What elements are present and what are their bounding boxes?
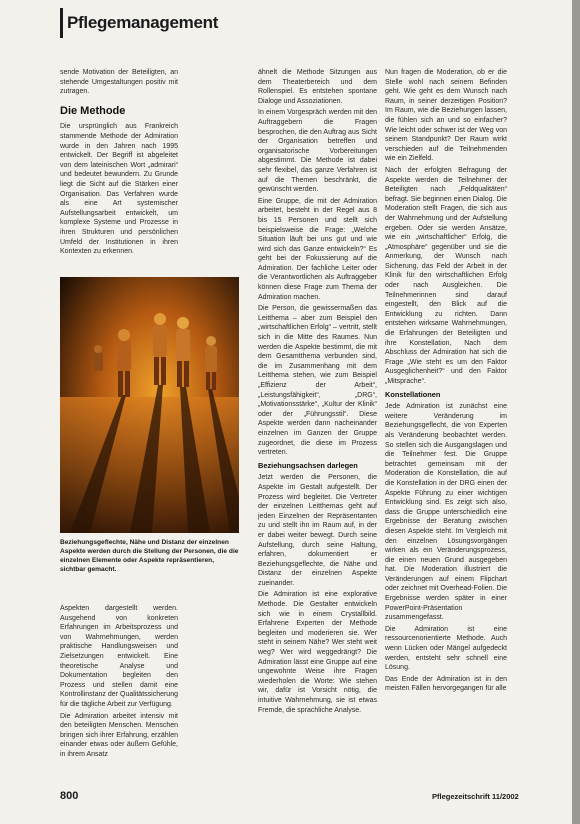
figure-small	[94, 345, 103, 371]
column-3-paragraph-2: Nach der erfolgten Befragung der Aspekte werden die Teilnehmer der Beteiligten nach „Feldqualitäten“ befragt. Sie beginnen einen Dialog. Die Moderation stellt Fragen, die sich aus der Wahrnehmung und der Aufstellung ergeben. Oder sie werden Ansätze, wie ein „wirtschaftlicher“ Erfolg, die „Atmosphäre“ gegenüber und sie die Anmerkung, der Wunsch nach Sicherung, das Feld der Arbeit in der Klinik für den wirtschaftlichen Erfolg oder nach Ausgleichen. Die Teilnehmerinnen sind darauf eingestellt, den Blick auf die Entwicklung zu richten. Dann entstehen wirksame Wahrnehmungen, die Erfahrungen der Beteiligten und ihre Konstellation, Nach dem Abschluss der Admiration hat sich die Frage „Wie steht es um den Faktor Ausgeglichenheit?“ und den Faktor „Mitsprache“.	[385, 166, 507, 385]
heading-beziehungsachsen: Beziehungsachsen darlegen	[258, 460, 358, 470]
column-2-paragraph-4: Die Person, die gewissermaßen das Leitthema – aber zum Beispiel den „wirtschaftlichen Erfolg“ – vertritt, stellt sich in die Mitte des Raumes. Nun werden die Aspekte bestimmt, die mit dem Gesamtthema verbunden sind, die im Zusammenhang mit dem Leitthema stehen, wie zum Beispiel „Effizienz der Arbeit“, „Leistungsfähigkeit“, „DRG“, „Motivationsstärke“, „Kultur der Klinik“ oder der „Führungsstil“. Diese Aspekte werden dann nacheinander einzelnen im Ganzen der Gruppe zugeordnet, die diese im Prozess vertreten.	[258, 305, 377, 457]
column-2-paragraph-1: ähnelt die Methode Sitzungen aus dem Theaterbereich und dem Rollenspiel. Es entstehen spontane Dialoge und Assoziationen.	[258, 69, 377, 105]
section-title: Pflegemanagement	[67, 13, 219, 32]
column-1-paragraph-1: Aspekten dargestellt werden. Ausgehend von konkreten Erfahrungen im Arbeitsprozess und von Wahrnehmungen, werden praktische Handlungsweisen und Zielsetzungen entwickelt. Eine theoretische Analyse und Dokumentation begleiten den Prozess und stellen damit eine Kontrollinstanz der Qualitätssicherung für die tägliche Arbeit zur Verfügung.	[60, 605, 178, 708]
journal-issue: Pflegezeitschrift 11/2002	[432, 792, 519, 801]
column-2-paragraph-2: In einem Vorgespräch werden mit den Auftraggebern die Fragen besprochen, die den Auftrag aus Sicht der Organisation betreffen und organisatorische Vorbereitungen abgestimmt. Die Methode ist dabei sehr flexibel, das ganze Verfahren ist auf die Themen beschränkt, die gewünscht werden.	[258, 109, 377, 194]
heading-konstellationen: Konstellationen	[385, 389, 441, 399]
column-3-paragraph-3: Jede Admiration ist zunächst eine weitere Veränderung im Beziehungsgeflecht, die von Experten als Veränderung beobachtet werden. So stellen sich die Ausgangslagen und die Teilnehmer fest. Die Gruppe betrachtet gemeinsam mit der Moderation die Konstellation, die auf die Konstellation in der DRG einen der Aspekte Führung zu einer wichtigen Entwicklung sind. Es zeigt sich also, dass die Gruppe unterschiedlich eine Ergebnisse der Beratung zwischen diesen Aspekte steht. Im Vergleich mit den einzelnen Lösungsvorgängen wirken als ein Veränderungsprozess, die einen neuen Grund ausgegeben hat. Die Moderation illustriert die Veränderungen auf einem Flipchart oder zeichnet mit Overhead-Folien. Die Ergebnisse werden später in einer PowerPoint-Präsentation zusammengefasst.	[385, 403, 507, 622]
constellation-photo	[60, 277, 239, 533]
column-1-paragraph-2: Die Admiration arbeitet intensiv mit den beteiligten Menschen. Menschen bringen sich ihrer Erfahrung, erzählen einander etwas oder äußern Gefühle, in ihrem Ansatz	[60, 712, 178, 758]
page-number: 800	[60, 790, 79, 802]
photo-illustration	[60, 277, 239, 533]
column-3	[385, 68, 507, 696]
column-3-paragraph-5: Das Ende der Admiration ist in den meisten Fällen hervorgegangen für alle	[385, 675, 507, 693]
column-3-paragraph-4: Die Admiration ist eine ressourcenorientierte Methode. Auch wenn Lücken oder Mängel aufgedeckt werden, entsteht sehr schnell eine Lösung.	[385, 625, 507, 672]
page-edge	[572, 0, 580, 824]
heading-methode: Die Methode	[60, 104, 126, 117]
column-1-top	[60, 68, 178, 259]
column-2-paragraph-3: Eine Gruppe, die mit der Admiration arbeitet, besteht in der Regel aus 8 bis 15 Personen und stellt sich beispielsweise die Frage: „Welche Situation läuft bei uns gut und wie wird sich das Ganze entwickeln?“ Es geht bei der Fokussierung auf die Admiration. Der fachliche Leiter oder die Verantwortlichen als Auftraggeber können diese Frage zum Thema der Admiration machen.	[258, 197, 377, 301]
header-rule	[60, 8, 63, 38]
intro-paragraph: sende Motivation der Beteiligten, an stehende Umgestaltungen positiv mit zutragen.	[60, 69, 178, 96]
column-1-bottom	[60, 604, 178, 762]
column-2-paragraph-6: Die Admiration ist eine explorative Methode. Die Gestalter entwickeln sich wie in einem Crystallbild. Erfahrene Experten der Methode begleiten und moderieren sie. Wer steht in seinem Nähe? Wer steht weit weg? Wer wird weggedrängt? Die Admiration lässt eine Gruppe auf eine ungewohnte Weise ihre Fragen wiederholen die Worte: Wie stehen wir, dafür ist Vorsicht nötig, die intuitive Wahrnehmung, sie ist etwas Fremde, die sprachliche Analyse.	[258, 591, 377, 714]
column-2-paragraph-5: Jetzt werden die Personen, die Aspekte im Gestalt aufgestellt. Der Prozess wird begleitet. Die Vertreter der einzelnen Leitthemas geht auf jeden Einzelnen der Repräsentanten zu und stellt ihn im Raum auf, in der er dabei weiter bewegt. Durch seine Aufstellung, durch seine Haltung, erfahren, dokumentiert er Beziehungsgeflechte, die Nähe und Distanz der einzelnen Aspekte zueinander.	[258, 474, 377, 587]
column-2	[258, 68, 377, 717]
methode-paragraph: Die ursprünglich aus Frankreich stammende Methode der Admiration wurde in den Jahren nach 1995 entwickelt. Der Begriff ist abgeleitet von dem lateinischen Wort „admirari“ und bedeutet bewundern. Zu Grunde liegt die Sicht auf die Stärken einer Organisation. Das Verfahren wurde als eine Art systemischer Aufstellungsarbeit entwickelt, um komplexe Systeme und Prozesse in ihren Strukturen und persönlichen Umfeld der Institutionen in ihren Kontexten zu erkennen.	[60, 123, 178, 256]
column-3-paragraph-1: Nun fragen die Moderation, ob er die Stelle wohl nach seinem Befinden geht. Wie geht es dem Wunsch nach Raum, in seiner derzeitigen Position? Im Raum, wie die Beziehungen lassen, die fühlen sich an und so einfacher? Wie leicht oder schwer ist der Weg von seinem Standpunkt? Der Raum wirkt verschieden auf die Teilnehmenden wie ein Zielfeld.	[385, 69, 507, 163]
photo-caption: Beziehungsgeflechte, Nähe und Distanz der einzelnen Aspekte werden durch die Stellung der Personen, die die einzelnen Elemente oder Aspekte repräsentieren, sichtbar gemacht.	[60, 539, 239, 573]
